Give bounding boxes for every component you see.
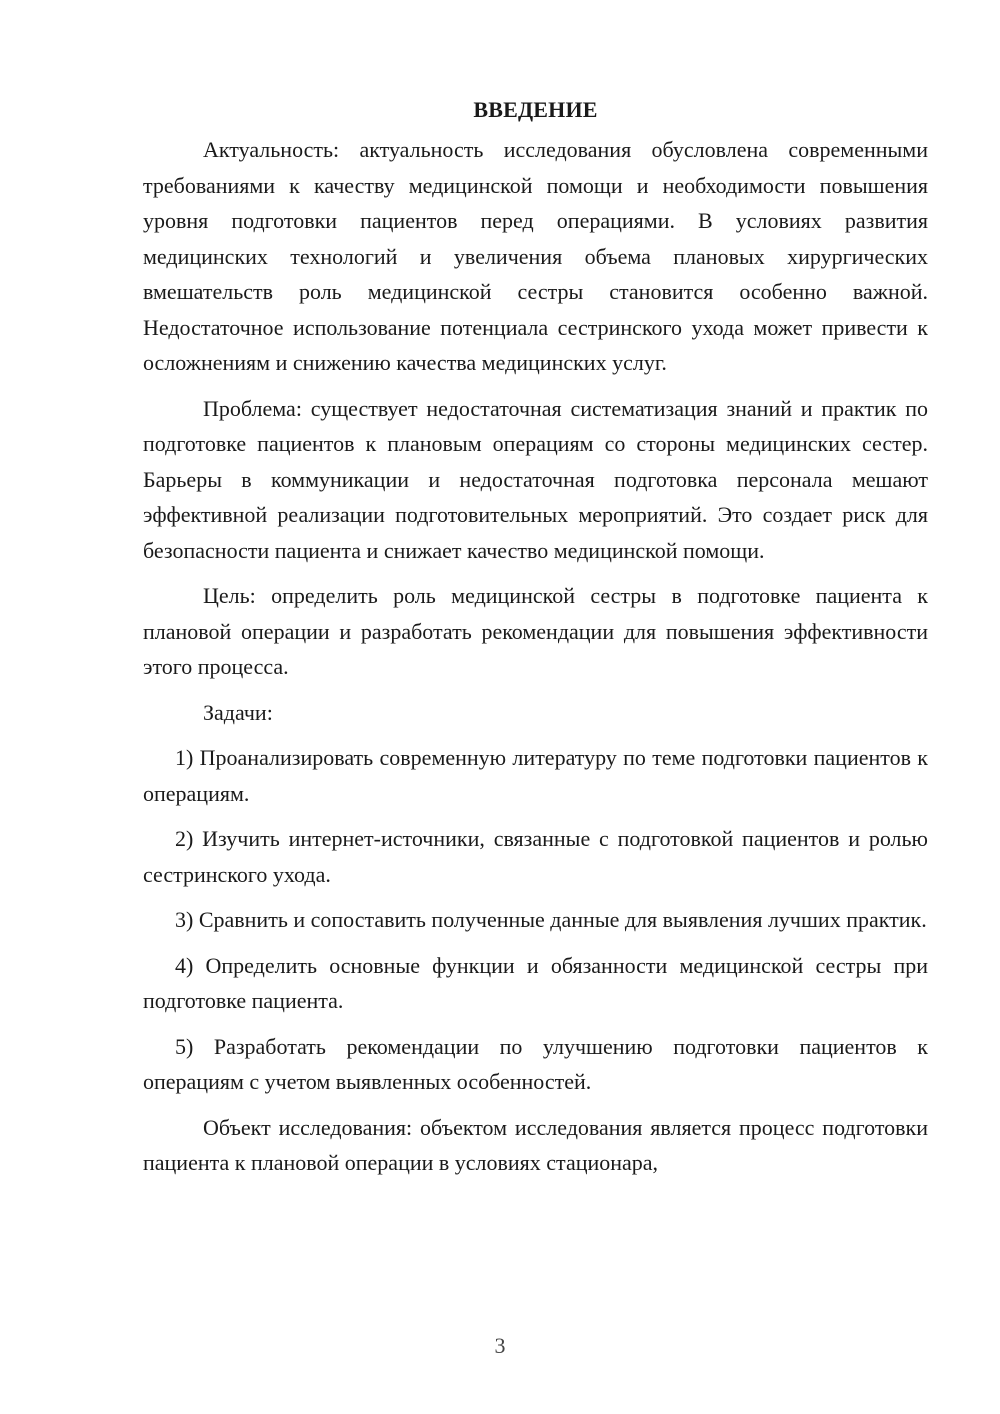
section-heading: ВВЕДЕНИЕ (473, 97, 598, 122)
paragraph-object: Объект исследования: объектом исследования является процесс подготовки пациента к плановой операции в условиях стационара, (143, 1114, 928, 1175)
task-item-1: 1) Проанализировать современную литературу по теме подготовки пациентов к операциям. (143, 745, 928, 806)
task-item-4: 4) Определить основные функции и обязанности медицинской сестры при подготовке пациента. (143, 952, 928, 1013)
page-number: 3 (494, 1333, 506, 1358)
document-page (143, 92, 928, 1181)
paragraph-goal: Цель: определить роль медицинской сестры в подготовке пациента к плановой операции и разработать рекомендации для повышения эффективности этого процесса. (143, 583, 928, 679)
task-item-5: 5) Разработать рекомендации по улучшению подготовки пациентов к операциям с учетом выявленных особенностей. (143, 1033, 928, 1094)
paragraph-relevance: Актуальность: актуальность исследования обусловлена современными требованиями к качеству медицинской помощи и необходимости повышения уровня подготовки пациентов перед операциями. В условиях развития медицинских технологий и увеличения объема плановых хирургических вмешательств роль медицинской сестры становится особенно важной. Недостаточное использование потенциала сестринского ухода может привести к осложнениям и снижению качества медицинских услуг. (143, 137, 928, 375)
tasks-label: Задачи: (203, 699, 273, 725)
paragraph-problem: Проблема: существует недостаточная систематизация знаний и практик по подготовке пациентов к плановым операциям со стороны медицинских сестер. Барьеры в коммуникации и недостаточная подготовка персонала мешают эффективной реализации подготовительных мероприятий. Это создает риск для безопасности пациента и снижает качество медицинской помощи. (143, 395, 928, 563)
task-item-2: 2) Изучить интернет-источники, связанные с подготовкой пациентов и ролью сестринского ухода. (143, 826, 928, 887)
task-item-3: 3) Сравнить и сопоставить полученные данные для выявления лучших практик. (175, 907, 927, 932)
